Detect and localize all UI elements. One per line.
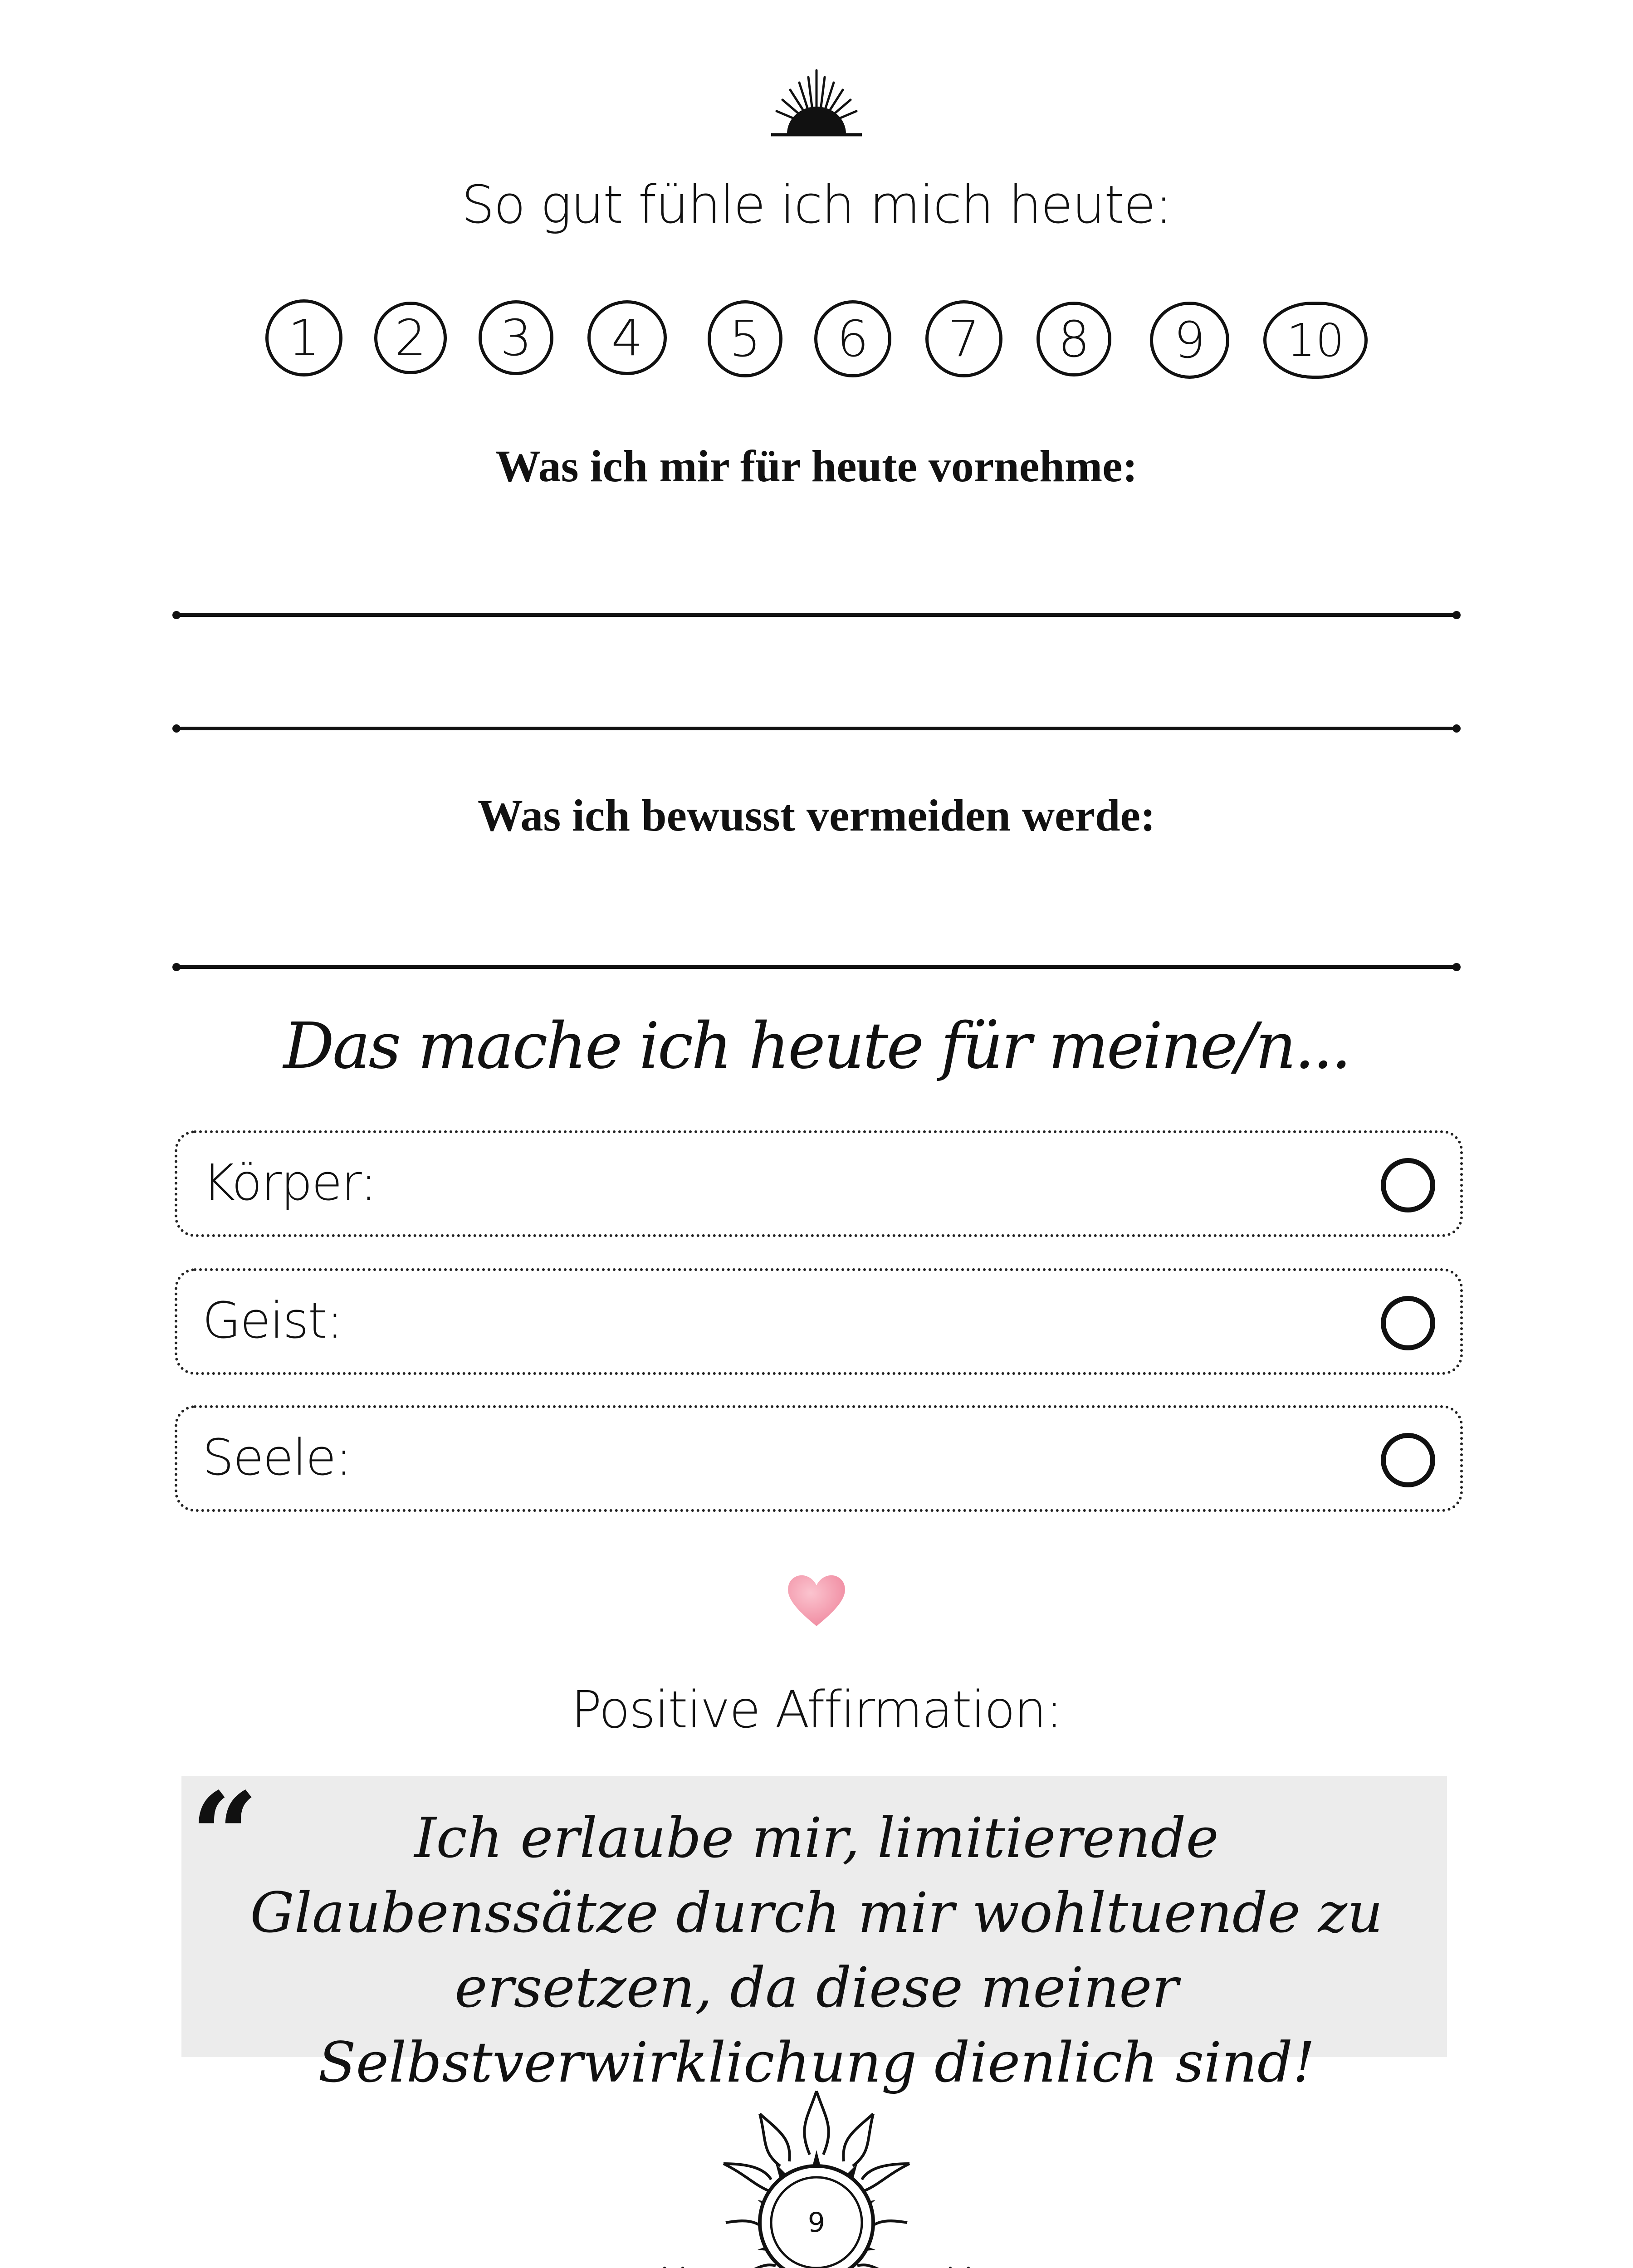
- mood-title: So gut fühle ich mich heute:: [461, 175, 1172, 235]
- mood-scale: [0, 290, 1633, 390]
- self-care-soul-label: Seele:: [202, 1428, 352, 1486]
- affirmation-box: [181, 1767, 1447, 2095]
- heart-icon: [782, 1569, 851, 1628]
- self-care-mind-checkbox[interactable]: [1381, 1296, 1435, 1350]
- self-care-soul-box[interactable]: [175, 1405, 1463, 1512]
- avoid-line[interactable]: [177, 965, 1456, 969]
- mood-option-5[interactable]: 5: [708, 300, 782, 377]
- mood-option-9[interactable]: 9: [1150, 302, 1229, 379]
- affirmation-title: Positive Affirmation:: [571, 1681, 1062, 1740]
- mood-option-7[interactable]: 7: [925, 300, 1002, 377]
- mood-option-10[interactable]: 10: [1263, 302, 1368, 379]
- intentions-line-1[interactable]: [177, 613, 1456, 617]
- sunrise-icon: [767, 64, 866, 138]
- self-care-body-label: Körper:: [202, 1154, 376, 1212]
- self-care-mind-label: Geist:: [202, 1291, 342, 1349]
- affirmation-text: Ich erlaube mir, limitierende Glaubenssätze durch mir wohltuende zu ersetzen, da diese meiner Selbstverwirklichung dienlich sind!: [250, 1806, 1383, 2095]
- self-care-soul-checkbox[interactable]: [1381, 1433, 1435, 1487]
- quote-mark: “: [191, 1767, 259, 1905]
- self-care-body-checkbox[interactable]: [1381, 1158, 1435, 1212]
- self-care-body-box[interactable]: [175, 1130, 1463, 1237]
- self-care-mind-box[interactable]: [175, 1268, 1463, 1375]
- avoid-heading: Was ich bewusst vermeiden werde:: [477, 790, 1156, 841]
- mood-option-2[interactable]: 2: [374, 302, 447, 374]
- page-number: 9: [807, 2207, 826, 2239]
- mood-option-4[interactable]: 4: [587, 300, 667, 375]
- intentions-heading: Was ich mir für heute vornehme:: [495, 441, 1138, 491]
- sun-hands-illustration: [640, 2087, 993, 2268]
- mood-option-6[interactable]: 6: [814, 300, 891, 377]
- intentions-line-2[interactable]: [177, 727, 1456, 730]
- self-care-heading: Das mache ich heute für meine/n...: [283, 1009, 1350, 1083]
- mood-option-3[interactable]: 3: [479, 300, 553, 375]
- mood-option-1[interactable]: 1: [265, 299, 342, 376]
- mood-option-8[interactable]: 8: [1037, 302, 1111, 376]
